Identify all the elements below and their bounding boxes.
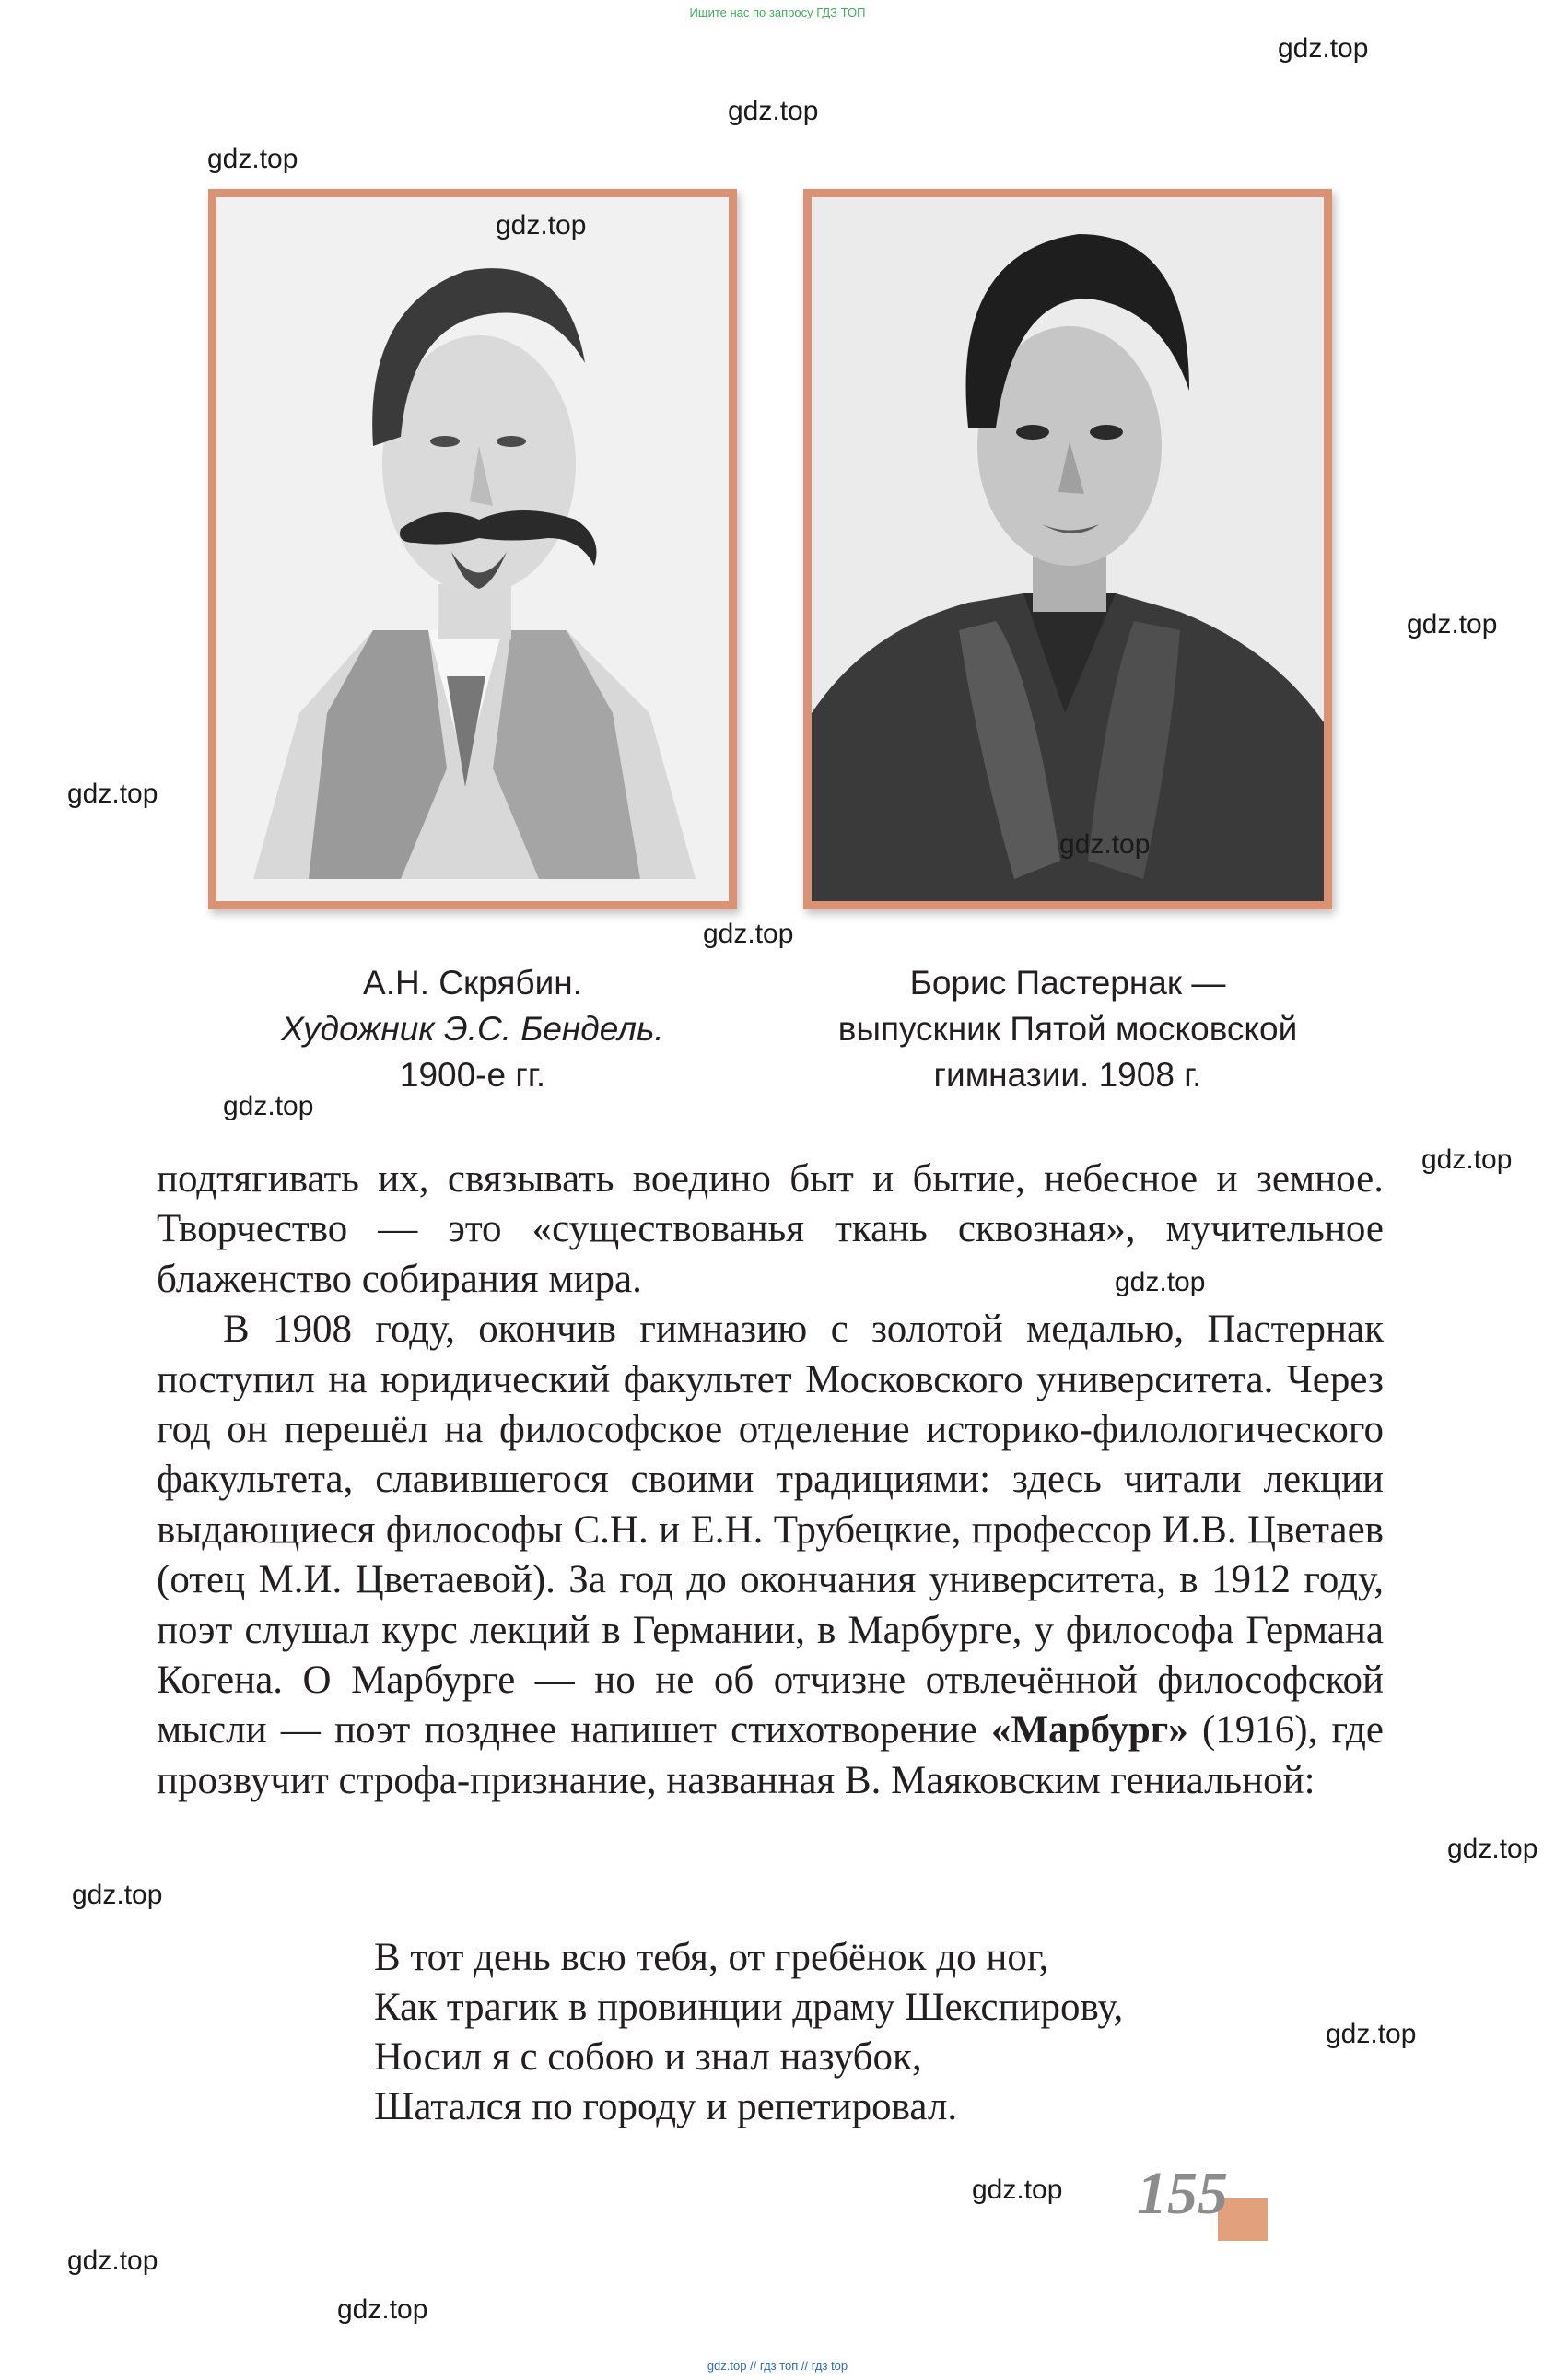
watermark: gdz.top bbox=[223, 1091, 314, 1121]
watermark: gdz.top bbox=[72, 1880, 163, 1910]
watermark: gdz.top bbox=[703, 919, 794, 949]
watermark: gdz.top bbox=[1059, 829, 1151, 860]
paragraph-1: подтягивать их, связывать воедино быт и бытие, небесное и земное. Творчество — это «существованья ткань сквозная», мучительное блаженство собирания мира. bbox=[157, 1157, 1384, 1301]
poem-line: Шатался по городу и репетировал. bbox=[374, 2085, 958, 2128]
caption-left-artist: Художник Э.С. Бендель. bbox=[281, 1010, 664, 1048]
poem-title: «Марбург» bbox=[990, 1708, 1188, 1753]
watermark: gdz.top bbox=[728, 96, 819, 126]
paragraph-2 bbox=[157, 1305, 1384, 1806]
pasternak-photo bbox=[803, 189, 1332, 909]
poem-line: Как трагик в провинции драму Шекспирову, bbox=[374, 1986, 1124, 2029]
pasternak-photo-image bbox=[812, 197, 1324, 901]
caption-right-line1: Борис Пастернак — bbox=[909, 964, 1226, 1002]
poem-line: В тот день всю тебя, от гребёнок до ног, bbox=[374, 1936, 1049, 1979]
watermark: gdz.top bbox=[67, 2245, 158, 2276]
watermark: gdz.top bbox=[337, 2294, 428, 2325]
watermark: gdz.top bbox=[67, 779, 158, 809]
caption-right-line2: выпускник Пятой московской bbox=[837, 1010, 1298, 1048]
scriabin-portrait-drawing bbox=[216, 197, 729, 901]
watermark: gdz.top bbox=[1407, 609, 1498, 639]
paragraph-2-end: (1916), где прозвучит строфа-признание, названная В. Маяковским гениальной: bbox=[157, 1708, 1384, 1802]
watermark: gdz.top bbox=[1278, 33, 1369, 64]
scriabin-portrait bbox=[208, 189, 737, 909]
caption-left-line1: А.Н. Скрябин. bbox=[363, 964, 582, 1002]
page-number: 155 bbox=[1137, 2160, 1228, 2227]
caption-right-date: гимназии. 1908 г. bbox=[933, 1056, 1202, 1094]
caption-left bbox=[208, 960, 737, 1098]
caption-right bbox=[794, 960, 1341, 1098]
watermark: gdz.top bbox=[1115, 1267, 1206, 1297]
watermark: gdz.top bbox=[1326, 2019, 1417, 2049]
watermark: gdz.top bbox=[207, 144, 298, 174]
footer-note: gdz.top // гдз топ // гдз top bbox=[707, 2359, 848, 2373]
caption-left-date: 1900-е гг. bbox=[399, 1056, 546, 1094]
poem-line: Носил я с собою и знал назубок, bbox=[374, 2035, 922, 2079]
watermark: gdz.top bbox=[1447, 1834, 1538, 1864]
poem-stanza bbox=[374, 1933, 1123, 2132]
watermark: gdz.top bbox=[972, 2175, 1063, 2205]
body-text bbox=[157, 1155, 1384, 1806]
paragraph-2-start: В 1908 году, окончив гимназию с золотой медалью, Пастернак поступил на юридический факультет Московского университета. Через год он перешёл на философское отделение историко-филологического факультета, славившегося своими традициями: здесь читали лекции выдающиеся философы С.Н. и Е.Н. Трубецкие, профессор И.В. Цветаев (отец М.И. Цветаевой). За год до окончания университета, в 1912 году, поэт слушал курс лекций в Германии, в Марбурге, у философа Германа Когена. О Марбурге — но не об отчизне отвлечённой философской мысли — поэт позднее напишет стихотворение bbox=[157, 1307, 1384, 1753]
header-note: Ищите нас по запросу ГДЗ ТОП bbox=[689, 6, 866, 19]
watermark: gdz.top bbox=[496, 210, 587, 240]
watermark: gdz.top bbox=[1421, 1144, 1513, 1175]
